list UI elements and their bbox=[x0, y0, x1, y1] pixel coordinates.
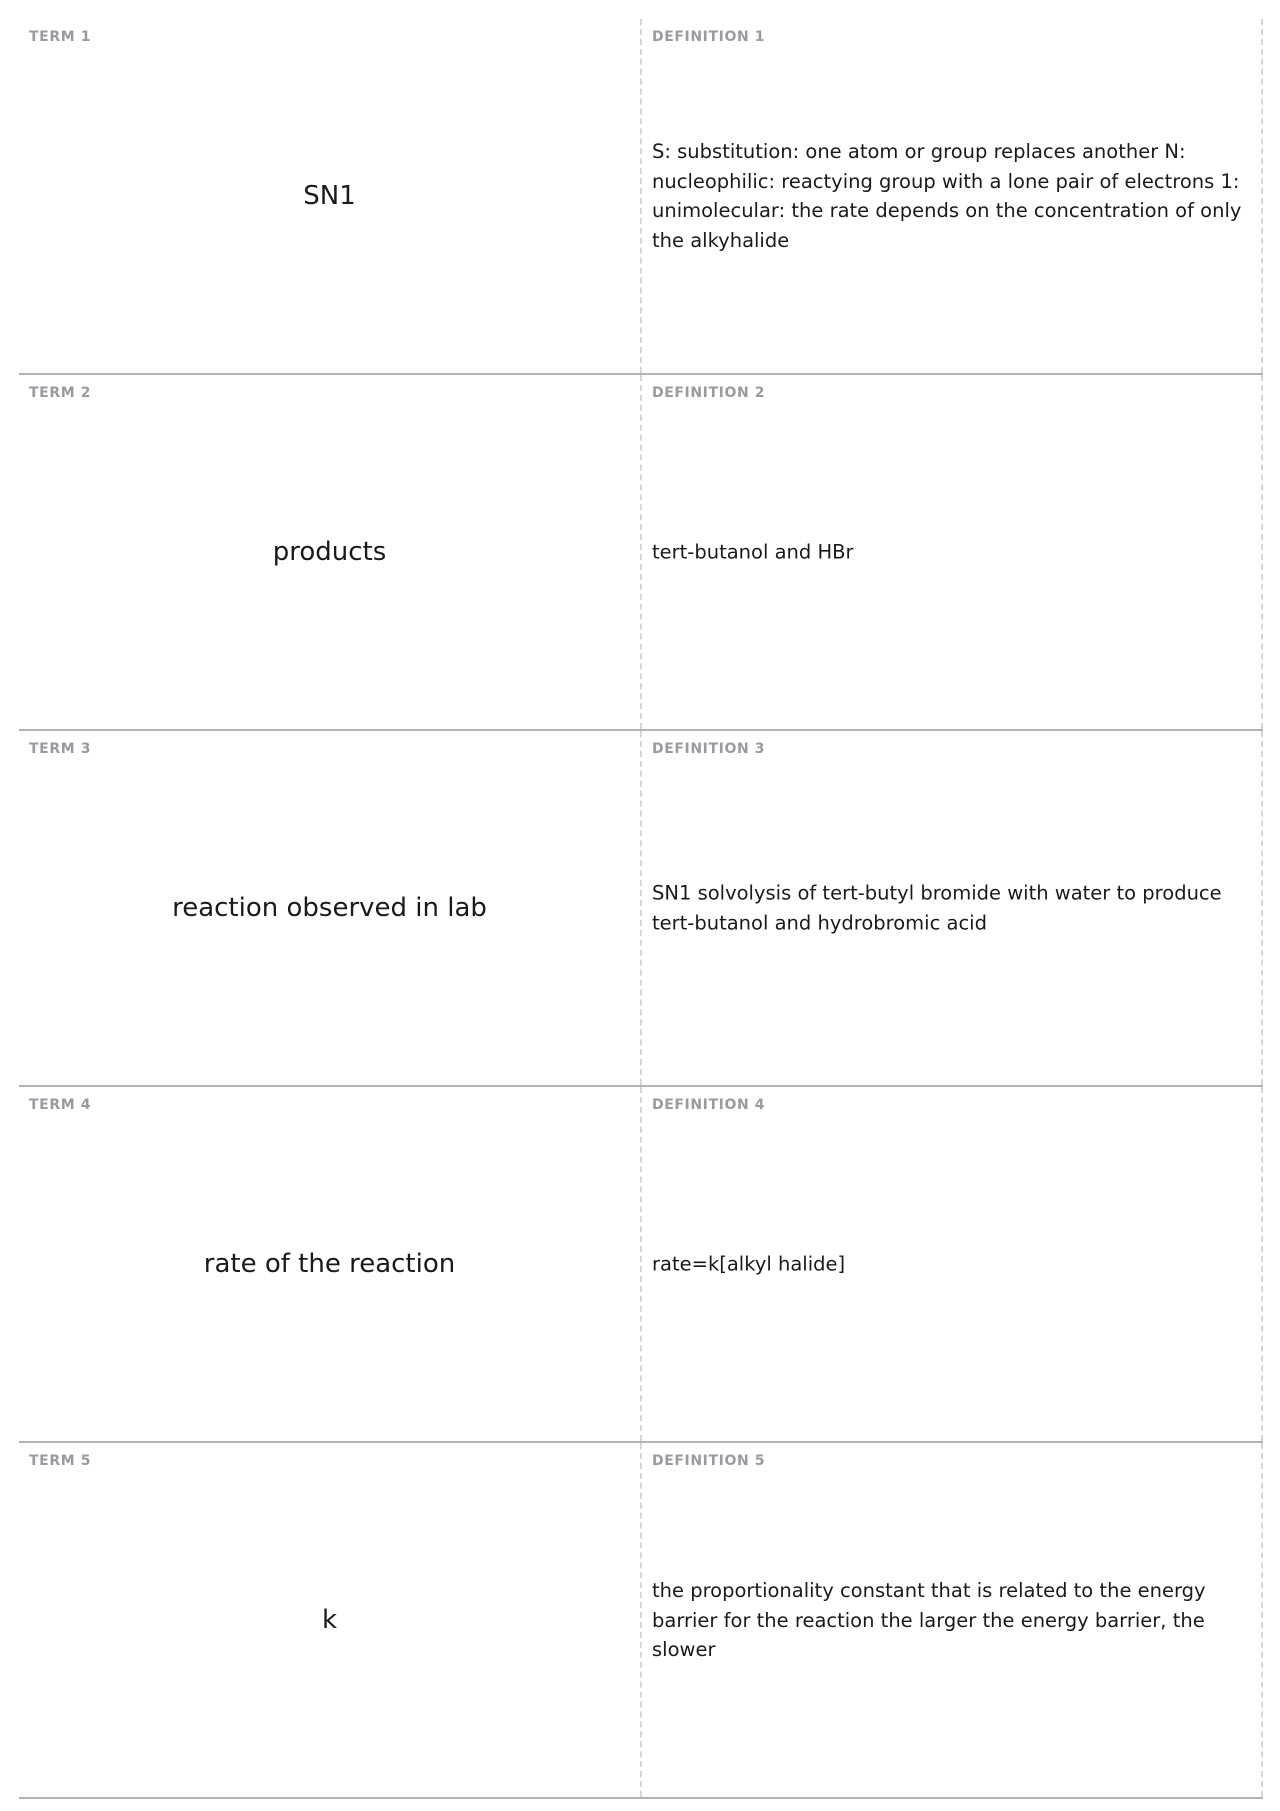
term-cell-2 bbox=[19, 375, 642, 729]
term-label-3: TERM 3 bbox=[29, 741, 92, 757]
term-text-3: reaction observed in lab bbox=[172, 893, 487, 923]
term-label-4: TERM 4 bbox=[29, 1097, 92, 1113]
definition-cell-5 bbox=[642, 1443, 1263, 1797]
term-text-4: rate of the reaction bbox=[203, 1249, 456, 1279]
definition-label-5: DEFINITION 5 bbox=[652, 1453, 766, 1469]
definition-cell-4 bbox=[642, 1087, 1263, 1441]
definition-label-1: DEFINITION 1 bbox=[652, 29, 766, 45]
definition-text-3: SN1 solvolysis of tert-butyl bromide with water to produce tert-butanol and hydrobromic acid bbox=[652, 881, 1222, 934]
definition-cell-3 bbox=[642, 731, 1263, 1085]
definition-label-3: DEFINITION 3 bbox=[652, 741, 766, 757]
definition-cell-2 bbox=[642, 375, 1263, 729]
definition-label-2: DEFINITION 2 bbox=[652, 385, 766, 401]
term-cell-4 bbox=[19, 1087, 642, 1441]
flashcard-row-2 bbox=[19, 375, 1263, 731]
term-text-5: k bbox=[321, 1605, 338, 1635]
definition-cell-1 bbox=[642, 19, 1263, 373]
term-cell-1 bbox=[19, 19, 642, 373]
flashcard-sheet bbox=[19, 19, 1263, 1799]
flashcard-row-3 bbox=[19, 731, 1263, 1087]
definition-text-4: rate=k[alkyl halide] bbox=[652, 1252, 846, 1276]
term-text-2: products bbox=[272, 537, 387, 567]
definition-text-2: tert-butanol and HBr bbox=[652, 540, 854, 564]
flashcard-row-1 bbox=[19, 19, 1263, 375]
flashcard-row-5 bbox=[19, 1443, 1263, 1799]
term-text-1: SN1 bbox=[303, 181, 356, 211]
definition-text-5: the proportionality constant that is related to the energy barrier for the reaction the larger the energy barrier, the slower bbox=[652, 1578, 1206, 1661]
term-cell-3 bbox=[19, 731, 642, 1085]
definition-text-1: S: substitution: one atom or group replaces another N: nucleophilic: reactying group with a lone pair of electrons 1: unimolecular: the rate depends on the concentration of only the alkyhalide bbox=[652, 140, 1242, 252]
definition-label-4: DEFINITION 4 bbox=[652, 1097, 766, 1113]
flashcard-row-4 bbox=[19, 1087, 1263, 1443]
term-label-5: TERM 5 bbox=[29, 1453, 92, 1469]
term-cell-5 bbox=[19, 1443, 642, 1797]
term-label-1: TERM 1 bbox=[29, 29, 92, 45]
term-label-2: TERM 2 bbox=[29, 385, 92, 401]
